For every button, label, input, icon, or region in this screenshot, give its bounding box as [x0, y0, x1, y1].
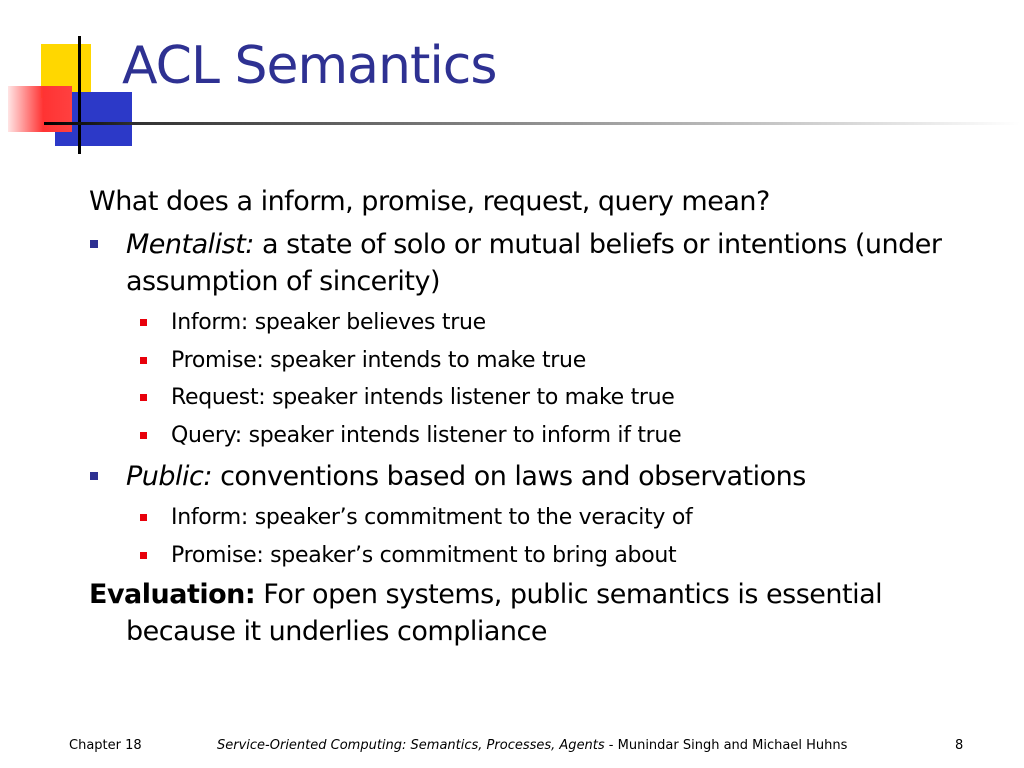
sub-bullet-text: Promise: speaker intends to make true — [171, 347, 586, 373]
sub-bullet — [89, 379, 989, 417]
sub-bullet — [89, 417, 989, 455]
square-bullet-icon — [140, 394, 147, 401]
bullet-mentalist — [89, 226, 989, 300]
public-text: conventions based on laws and observations — [211, 461, 806, 492]
footer-book-title: Service-Oriented Computing: Semantics, Processes, Agents — [217, 738, 605, 753]
square-bullet-icon — [140, 357, 147, 364]
bullet-public — [89, 458, 989, 495]
square-bullet-icon — [90, 472, 98, 480]
sub-bullet — [89, 499, 989, 537]
sub-bullet-text: Inform: speaker believes true — [171, 310, 486, 335]
public-term: Public: — [126, 461, 212, 492]
sub-bullet — [89, 304, 989, 342]
slide-title: ACL Semantics — [122, 36, 497, 96]
evaluation-paragraph — [89, 576, 989, 650]
sub-bullet-text: Inform: speaker’s commitment to the veracity of — [171, 505, 693, 530]
square-bullet-icon — [140, 552, 147, 559]
slide-logo — [0, 0, 140, 160]
evaluation-text: For open systems, public semantics is essential because it underlies compliance — [126, 579, 883, 647]
logo-vertical-line — [78, 36, 81, 154]
footer-page-number: 8 — [955, 738, 964, 753]
square-bullet-icon — [140, 432, 147, 439]
slide-body — [89, 184, 989, 650]
title-rule — [44, 122, 1020, 125]
square-bullet-icon — [140, 319, 147, 326]
logo-red-square — [8, 86, 72, 132]
square-bullet-icon — [90, 240, 98, 248]
footer-chapter: Chapter 18 — [69, 738, 142, 753]
sub-bullet-text: Request: speaker intends listener to make true — [171, 385, 675, 410]
mentalist-term: Mentalist: — [126, 229, 254, 260]
evaluation-label: Evaluation: — [89, 579, 256, 610]
sub-bullet-text: Promise: speaker’s commitment to bring about — [171, 542, 677, 568]
sub-bullet — [89, 342, 989, 380]
intro-question: What does a inform, promise, request, query mean? — [89, 186, 770, 217]
sub-bullet-text: Query: speaker intends listener to inform if true — [171, 422, 682, 448]
square-bullet-icon — [140, 514, 147, 521]
footer-citation — [217, 738, 847, 754]
footer-authors: - Munindar Singh and Michael Huhns — [604, 738, 848, 753]
sub-bullet — [89, 537, 989, 575]
mentalist-text: a state of solo or mutual beliefs or intentions (under assumption of sincerity) — [126, 229, 942, 297]
